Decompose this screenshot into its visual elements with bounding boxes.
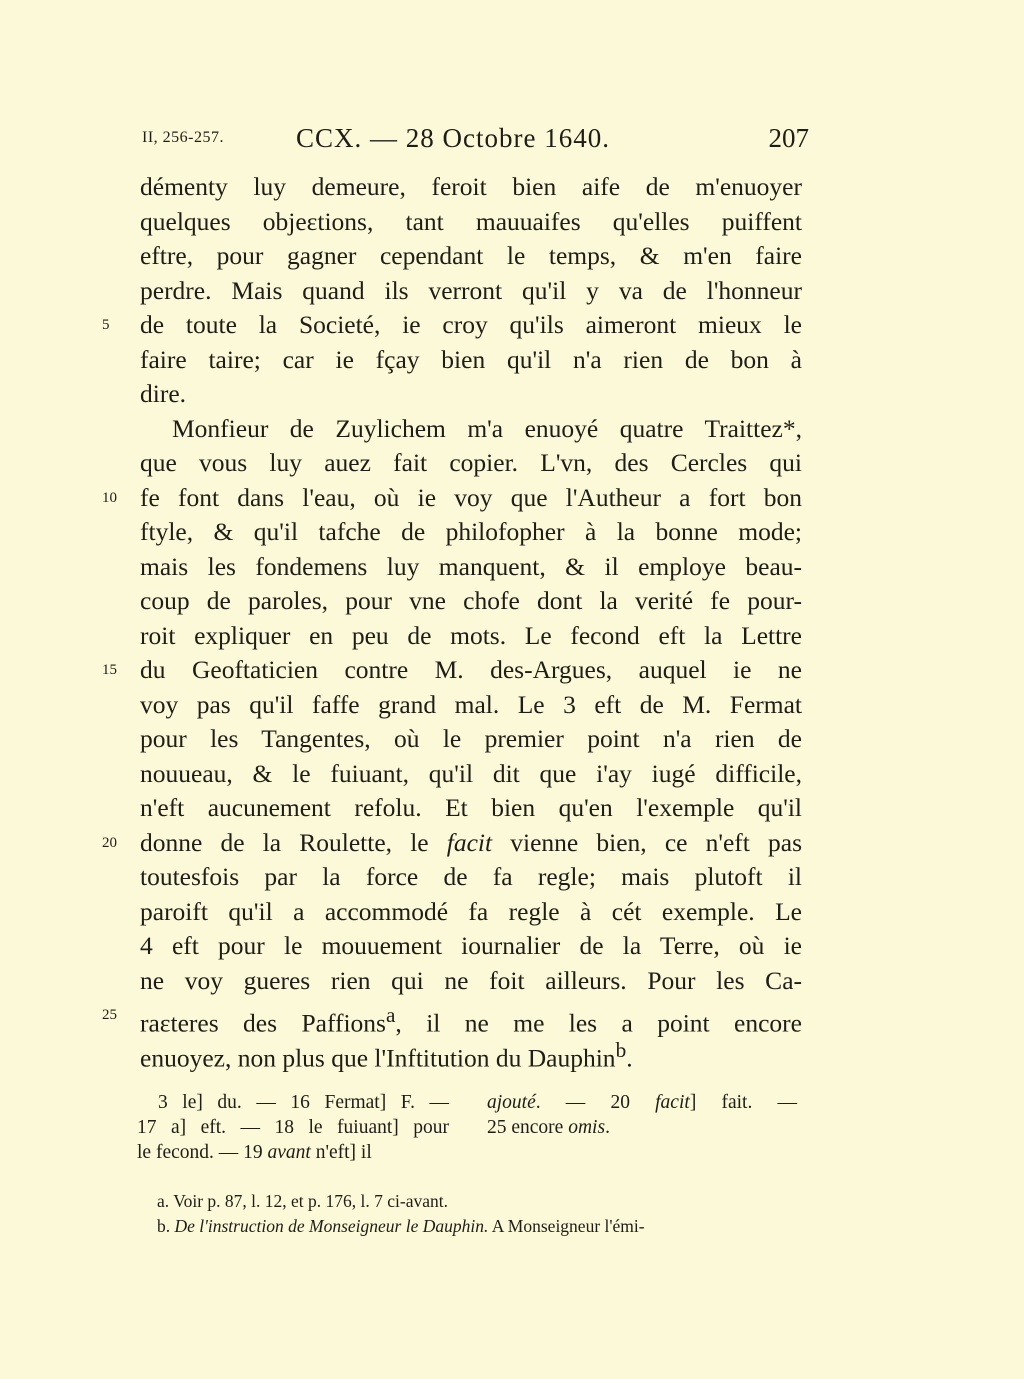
line-number: 20 xyxy=(102,834,117,851)
text-line xyxy=(140,929,802,964)
variant-text: ] fait. — xyxy=(689,1092,798,1113)
text-line xyxy=(140,515,802,550)
text-line xyxy=(140,446,802,481)
line-number: 5 xyxy=(102,317,110,333)
footnote-text: A Monseigneur l'émi- xyxy=(488,1216,645,1236)
text-line xyxy=(140,239,802,274)
variant-line xyxy=(137,1141,449,1166)
line-text: Monfieur de Zuylichem m'a enuoyé quatre Traittez*, xyxy=(172,413,802,443)
variant-italic: facit xyxy=(655,1092,690,1113)
line-number: 10 xyxy=(102,489,117,506)
line-text: enuoyez, non plus que l'Inftitution du Dauphin xyxy=(140,1043,616,1072)
line-text: voy pas qu'il faffe grand mal. Le 3 eft de M. Fermat xyxy=(140,689,802,719)
line-text: n'eft aucunement refolu. Et bien qu'en l'exemple qu'il xyxy=(140,793,802,822)
italic-word: facit xyxy=(446,827,493,857)
footnote-mark: b. xyxy=(157,1216,171,1236)
text-line xyxy=(140,688,802,723)
page-reference: II, 256-257. xyxy=(142,129,224,146)
letter-title: CCX. — 28 Octobre 1640. xyxy=(296,123,610,153)
text-line xyxy=(140,964,802,999)
text-line xyxy=(140,550,802,585)
line-text: faire taire; car ie fçay bien qu'il n'a rien de bon à xyxy=(140,344,802,374)
text-line xyxy=(140,274,802,309)
text-line xyxy=(140,1033,802,1072)
text-line xyxy=(140,205,802,240)
line-text: . xyxy=(626,1043,633,1072)
text-line xyxy=(140,343,802,378)
footnote-ref: b xyxy=(615,1037,627,1062)
text-line xyxy=(140,377,802,412)
line-text: perdre. Mais quand ils verront qu'il y va de l'honneur xyxy=(140,275,802,305)
line-text: roit expliquer en peu de mots. Le fecond eft la Lettre xyxy=(140,620,802,650)
line-text: ne voy gueres rien qui ne foit ailleurs. Pour les Ca- xyxy=(140,965,802,995)
text-line xyxy=(140,826,802,861)
line-text: toutesfois par la force de fa regle; mais plutoft il xyxy=(140,862,802,891)
line-text: mais les fondemens luy manquent, & il employe beau- xyxy=(140,551,802,581)
text-line xyxy=(140,584,802,619)
text-line xyxy=(140,308,802,343)
line-text: paroift qu'il a accommodé fa regle à cét exemple. Le xyxy=(140,896,802,926)
variant-text: le fecond. — 19 xyxy=(137,1142,268,1163)
text-line xyxy=(140,860,802,895)
variant-text: . — 20 xyxy=(535,1092,656,1113)
footnote-b xyxy=(157,1214,645,1238)
line-text: quelques objeɛtions, tant mauuaifes qu'elles puiffent xyxy=(140,206,802,236)
variant-text: 25 encore xyxy=(487,1117,569,1138)
text-line xyxy=(140,791,802,826)
variant-line: 3 le] du. — 16 Fermat] F. — xyxy=(158,1092,449,1113)
variant-line xyxy=(487,1116,797,1141)
line-text: eftre, pour gagner cependant le temps, & m'en faire xyxy=(140,241,802,270)
variant-line xyxy=(487,1091,797,1116)
variant-italic: omis xyxy=(568,1117,606,1138)
page-number: 207 xyxy=(768,123,809,153)
line-text: ftyle, & qu'il tafche de philofopher à la bonne mode; xyxy=(140,517,802,546)
footnote-mark: a. xyxy=(157,1191,170,1211)
line-text: nouueau, & le fuiuant, qu'il dit que i'ay iugé difficile, xyxy=(140,758,802,788)
variant-line: 17 a] eft. — 18 le fuiuant] pour xyxy=(137,1117,449,1138)
footnote-text: Voir p. 87, l. 12, et p. 176, l. 7 ci-avant. xyxy=(173,1191,448,1211)
text-line xyxy=(172,412,802,447)
line-text: raɛteres des Paffions xyxy=(140,1008,386,1038)
text-line xyxy=(140,653,802,688)
line-text: que vous luy auez fait copier. L'vn, des Cercles qui xyxy=(140,448,802,477)
text-line xyxy=(140,619,802,654)
line-number: 15 xyxy=(102,662,117,678)
line-text: fe font dans l'eau, où ie voy que l'Autheur a fort bon xyxy=(140,482,802,512)
line-text: vienne bien, ce n'eft pas xyxy=(492,827,802,857)
line-number: 25 xyxy=(102,1007,117,1023)
variant-text: . xyxy=(605,1117,610,1138)
line-text: du Geoftaticien contre M. des-Argues, auquel ie ne xyxy=(140,655,802,684)
line-text: , il ne me les a point encore xyxy=(395,1008,802,1038)
line-text: dire. xyxy=(140,379,187,408)
text-line xyxy=(140,722,802,757)
text-line xyxy=(140,895,802,930)
footnote-ref: a xyxy=(385,1003,396,1027)
text-line xyxy=(140,998,802,1038)
variant-italic: avant xyxy=(267,1142,311,1163)
line-text: démenty luy demeure, feroit bien aife de m'enuoyer xyxy=(140,172,802,201)
line-text: 4 eft pour le mouuement iournalier de la Terre, où ie xyxy=(140,931,802,960)
line-text: de toute la Societé, ie croy qu'ils aimeront mieux le xyxy=(140,310,802,339)
text-line xyxy=(140,481,802,516)
footnote-italic: De l'instruction de Monseigneur le Dauphin. xyxy=(174,1216,489,1236)
variant-italic: ajouté xyxy=(487,1092,536,1113)
footnote-a xyxy=(157,1189,448,1213)
variant-text: n'eft] il xyxy=(310,1142,372,1163)
line-text: pour les Tangentes, où le premier point n'a rien de xyxy=(140,724,802,753)
text-line xyxy=(140,757,802,792)
text-line xyxy=(140,170,802,205)
line-text: donne de la Roulette, le xyxy=(140,827,447,857)
line-text: coup de paroles, pour vne chofe dont la verité fe pour- xyxy=(140,586,802,615)
